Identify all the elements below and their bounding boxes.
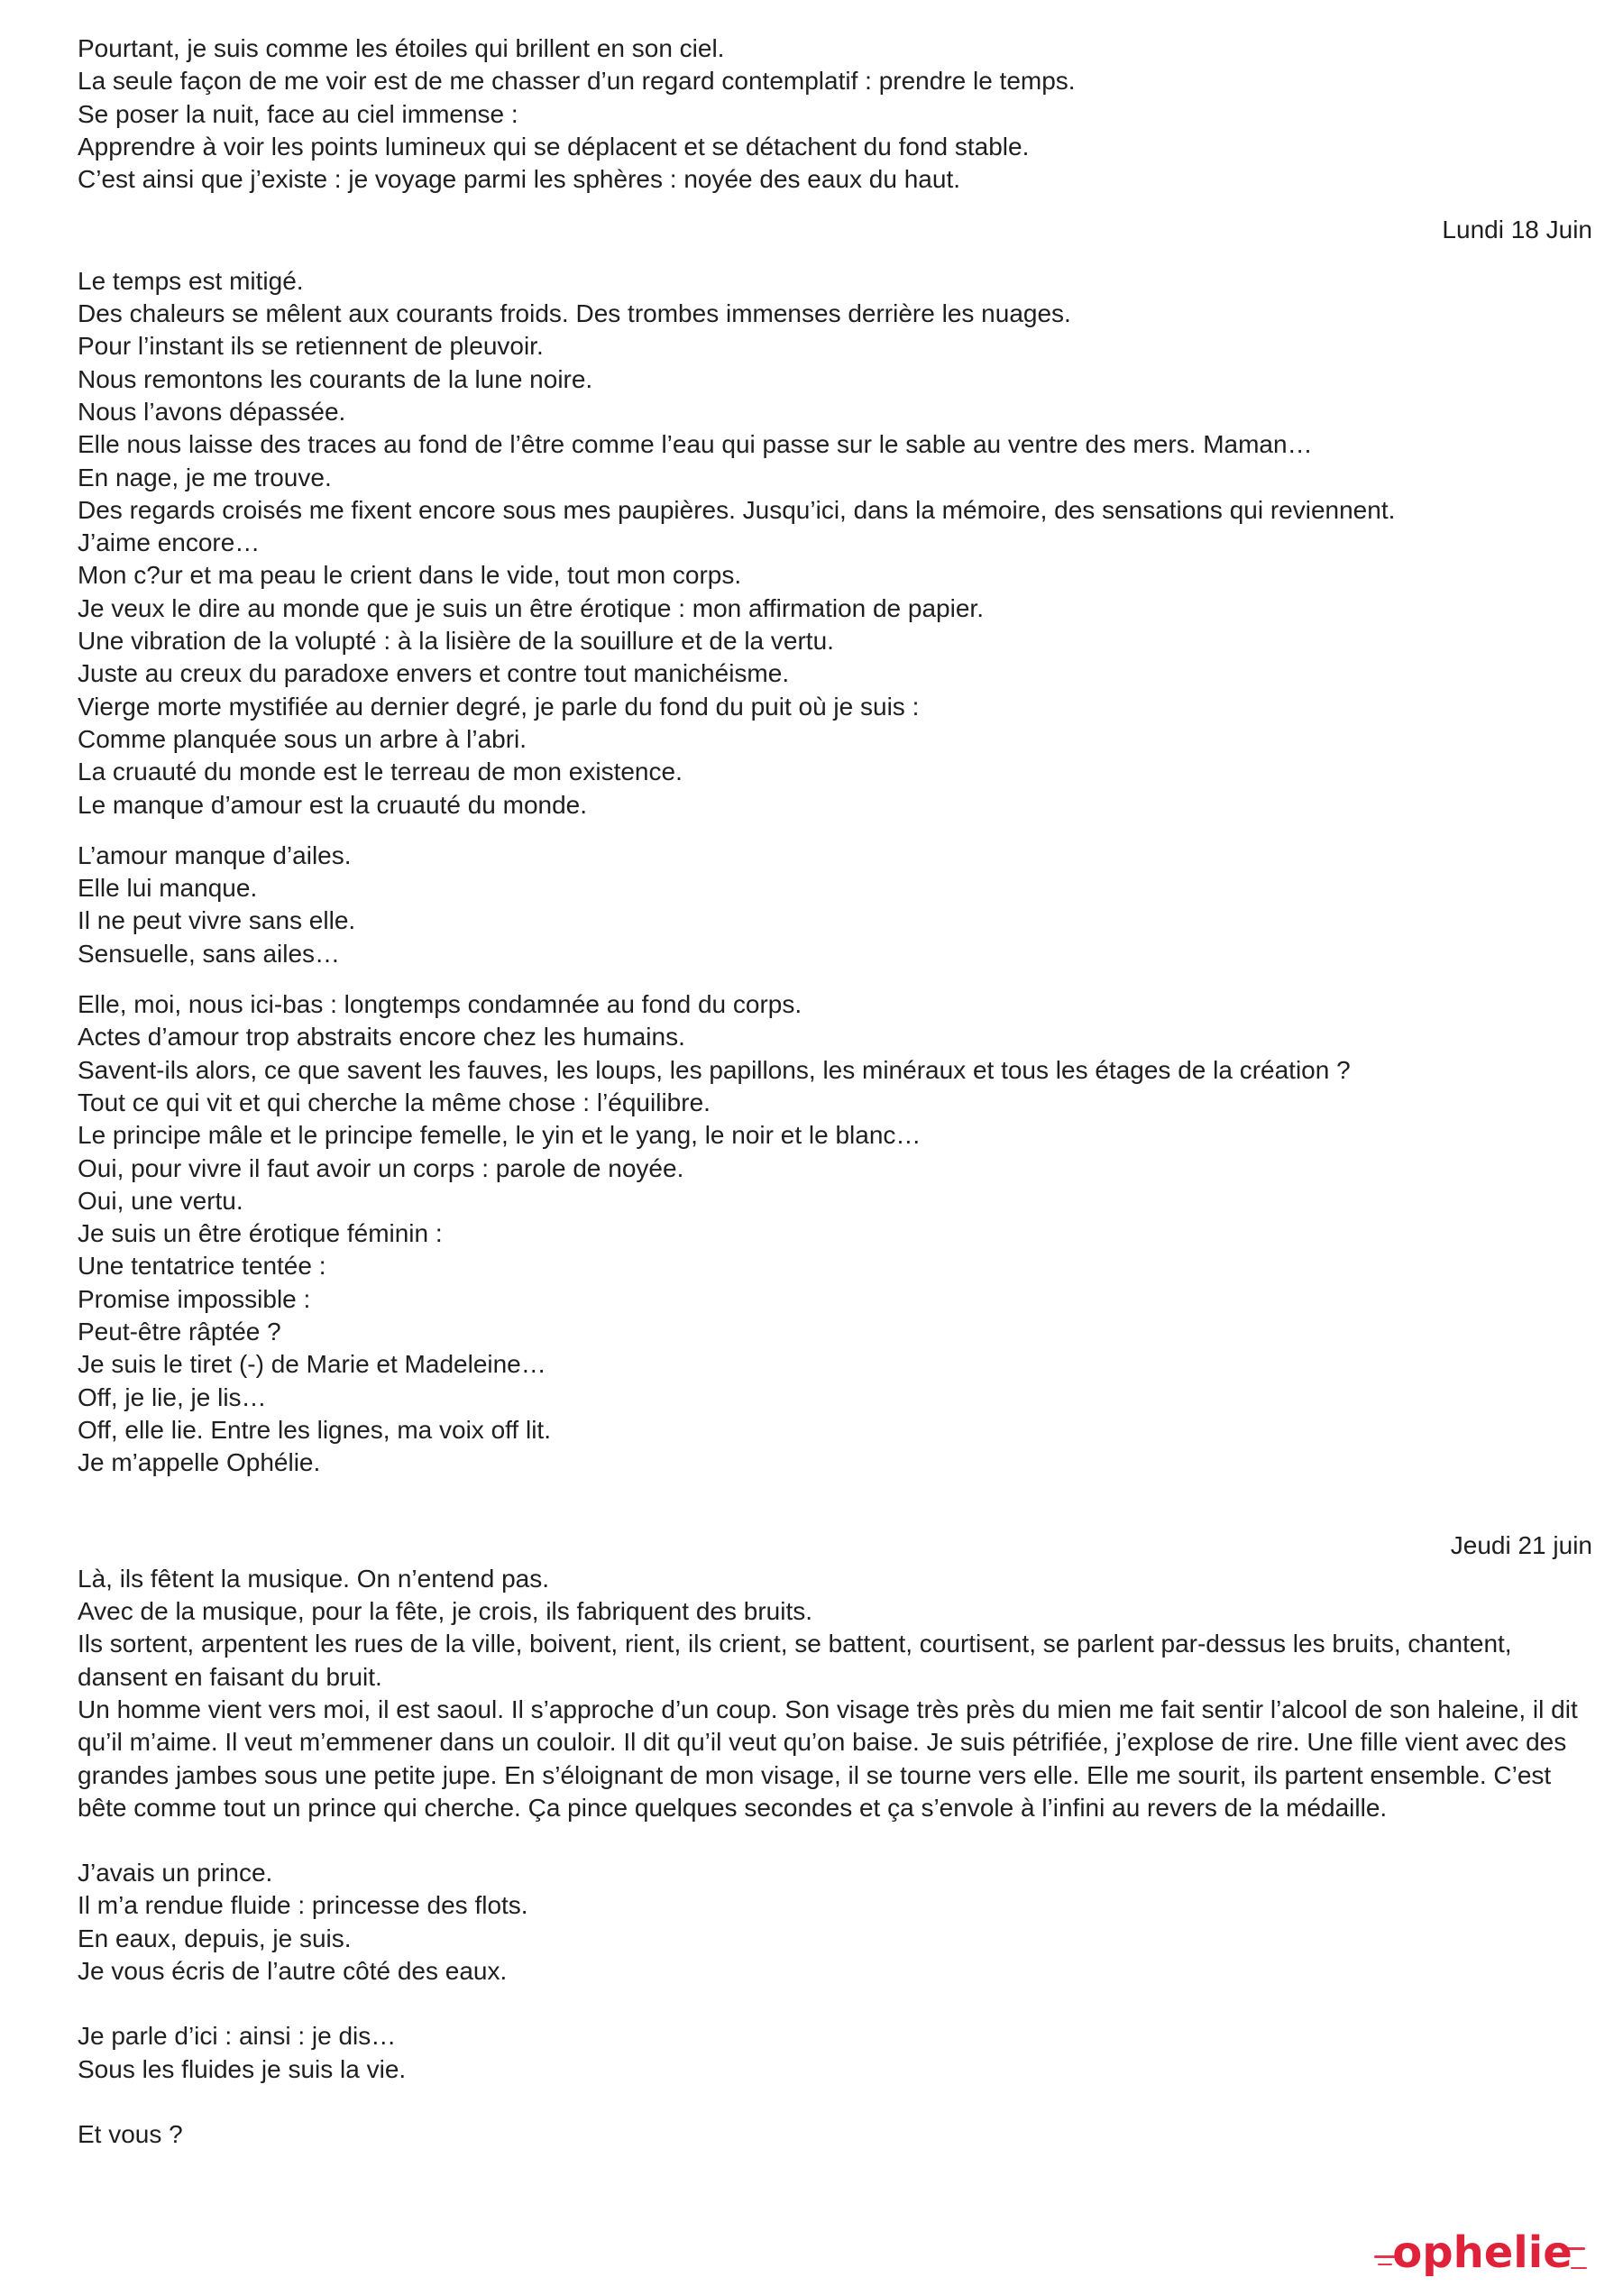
text-line: Je suis un être érotique féminin : [78, 1219, 443, 1248]
text-line: Se poser la nuit, face au ciel immense : [78, 99, 518, 128]
text-line: Et vous ? [78, 2119, 183, 2148]
text-line: Off, je lie, je lis… [78, 1382, 267, 1411]
text-line: Pourtant, je suis comme les étoiles qui brillent en son ciel. [78, 34, 725, 62]
entry-date: Lundi 18 Juin [1442, 216, 1592, 244]
text-line: Sensuelle, sans ailes… [78, 939, 341, 968]
text-line: Avec de la musique, pour la fête, je crois, ils fabriquent des bruits. [78, 1597, 813, 1626]
text-line: Je m’appelle Ophélie. [78, 1448, 321, 1477]
text-line: C’est ainsi que j’existe : je voyage parmi les sphères : noyée des eaux du haut. [78, 165, 961, 194]
text-line: Comme planquée sous un arbre à l’abri. [78, 724, 527, 753]
text-line: Le manque d’amour est la cruauté du monde. [78, 790, 588, 819]
text-line: Elle lui manque. [78, 874, 258, 903]
text-line: Le temps est mitigé. [78, 266, 304, 295]
text-line: Mon c?ur et ma peau le crient dans le vide, tout mon corps. [78, 561, 742, 590]
text-line: Une vibration de la volupté : à la lisière de la souillure et de la vertu. [78, 627, 834, 656]
text-line: Tout ce qui vit et qui cherche la même chose : l’équilibre. [78, 1088, 711, 1116]
text-line: Actes d’amour trop abstraits encore chez les humains. [78, 1023, 685, 1052]
text-line: J’aime encore… [78, 528, 261, 557]
text-line: Oui, pour vivre il faut avoir un corps : parole de noyée. [78, 1153, 684, 1182]
entry1-paragraph-2 [78, 840, 1592, 970]
text-line: Elle, moi, nous ici-bas : longtemps condamnée au fond du corps. [78, 990, 802, 1019]
text-line: En nage, je me trouve. [78, 463, 332, 491]
text-line: En eaux, depuis, je suis. [78, 1924, 352, 1952]
text-line: Off, elle lie. Entre les lignes, ma voix off lit. [78, 1415, 551, 1444]
entry2-paragraph-3 [78, 2020, 1592, 2086]
text-line: Nous l’avons dépassée. [78, 397, 346, 426]
text-line: La cruauté du monde est le terreau de mon existence. [78, 758, 683, 786]
text-line: Nous remontons les courants de la lune noire. [78, 364, 593, 393]
text-paragraph: Ils sortent, arpentent les rues de la ville, boivent, rient, ils crient, se battent, courtisent, se parlent par-dessus les bruits, chantent, dansent en faisant du bruit. [78, 1630, 1512, 1691]
intro-paragraph [78, 32, 1592, 196]
document-page [78, 32, 1592, 2151]
entry-date: Jeudi 21 juin [1450, 1531, 1592, 1560]
entry2-closing [78, 2118, 1592, 2151]
text-line: Juste au creux du paradoxe envers et contre tout manichéisme. [78, 659, 790, 688]
logo-wordmark: ophelie [1392, 2227, 1573, 2278]
text-line: Promise impossible : [78, 1284, 311, 1313]
text-paragraph: Un homme vient vers moi, il est saoul. Il s’approche d’un coup. Son visage très près du mien me fait sentir l’alcool de son haleine, il dit qu’il m’aime. Il veut m’emmener dans un couloir. Il dit qu’il veut qu’on baise. Je suis pétrifiée, j’explose de rire. Une fille vient avec des grandes jambes sous une petite jupe. En s’éloignant de mon visage, il se tourne vers elle. Elle me sourit, ils partent ensemble. C’est bête comme tout un prince qui cherche. Ça pince quelques secondes et ça s’envole à l’infini au revers de la médaille. [78, 1694, 1578, 1822]
text-line: Sous les fluides je suis la vie. [78, 2054, 407, 2083]
text-line: Je parle d’ici : ainsi : je dis… [78, 2022, 397, 2051]
text-line: Il ne peut vivre sans elle. [78, 906, 356, 935]
text-line: Oui, une vertu. [78, 1186, 243, 1215]
text-line: Elle nous laisse des traces au fond de l’être comme l’eau qui passe sur le sable au ventre des mers. Maman… [78, 430, 1313, 459]
ophelie-logo [1372, 2226, 1589, 2280]
entry1-paragraph-3 [78, 988, 1592, 1479]
text-line: Il m’a rendue fluide : princesse des flots. [78, 1891, 528, 1920]
text-line: La seule façon de me voir est de me chasser d’un regard contemplatif : prendre le temps. [78, 67, 1076, 96]
text-line: Savent-ils alors, ce que savent les fauves, les loups, les papillons, les minéraux et tous les étages de la création ? [78, 1055, 1351, 1084]
text-line: J’avais un prince. [78, 1859, 273, 1887]
text-line: Des regards croisés me fixent encore sous mes paupières. Jusqu’ici, dans la mémoire, des sensations qui reviennent. [78, 495, 1396, 524]
text-line: Des chaleurs se mêlent aux courants froids. Des trombes immenses derrière les nuages. [78, 299, 1071, 328]
text-line: Je vous écris de l’autre côté des eaux. [78, 1957, 508, 1986]
text-line: Apprendre à voir les points lumineux qui se déplacent et se détachent du fond stable. [78, 132, 1030, 161]
text-line: Une tentatrice tentée : [78, 1252, 326, 1281]
entry2-paragraph-1 [78, 1563, 1592, 1824]
text-line: L’amour manque d’ailes. [78, 840, 352, 869]
text-line: Là, ils fêtent la musique. On n’entend pas. [78, 1564, 549, 1593]
text-line: Vierge morte mystifiée au dernier degré, je parle du fond du puit où je suis : [78, 692, 920, 721]
text-line: Le principe mâle et le principe femelle, le yin et le yang, le noir et le blanc… [78, 1121, 922, 1150]
text-line: Peut-être râptée ? [78, 1317, 281, 1345]
entry1-paragraph-1 [78, 265, 1592, 822]
entry2-paragraph-2 [78, 1857, 1592, 1988]
text-line: Pour l’instant ils se retiennent de pleuvoir. [78, 332, 544, 361]
text-line: Je suis le tiret (-) de Marie et Madeleine… [78, 1350, 546, 1379]
text-line: Je veux le dire au monde que je suis un être érotique : mon affirmation de papier. [78, 593, 984, 622]
